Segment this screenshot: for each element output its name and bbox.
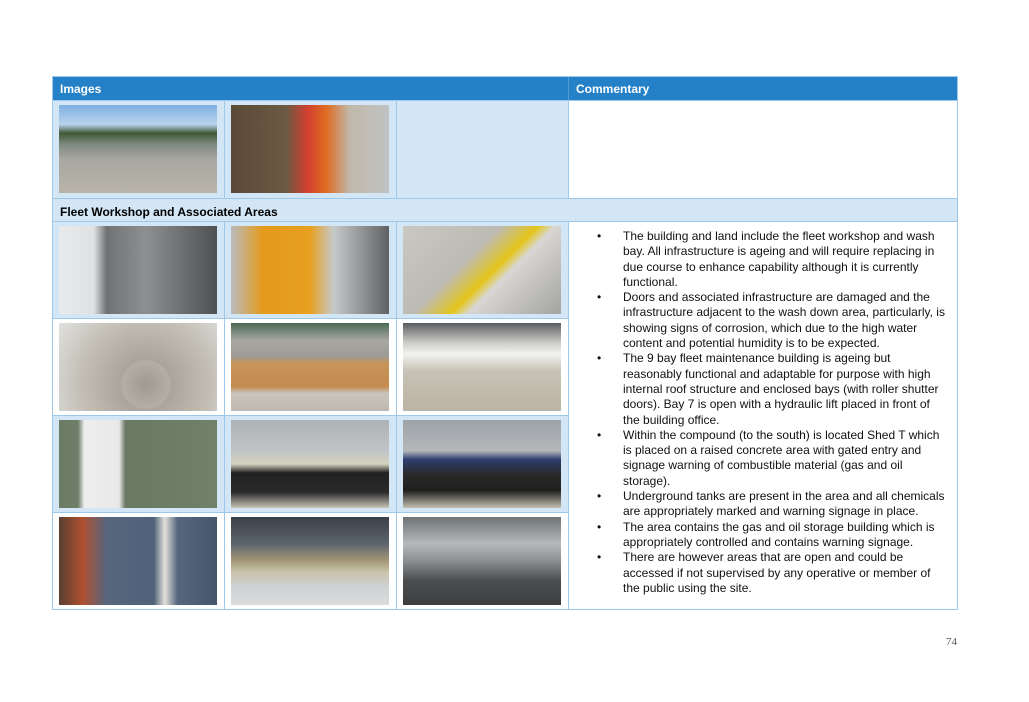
empty-commentary-cell — [569, 100, 957, 198]
photo-fuel-tanks — [231, 226, 389, 314]
section-title: Fleet Workshop and Associated Areas — [53, 198, 957, 221]
top-image-row — [53, 100, 957, 198]
commentary-item: • Within the compound (to the south) is located Shed T which is placed on a raised concrete area with gated entry and signage warning of combustible material (gas and oil storage). — [597, 428, 949, 489]
image-cell — [397, 415, 569, 512]
photo-roadside-signs — [231, 105, 389, 193]
photo-blue-doors — [59, 517, 217, 605]
commentary-cell — [569, 221, 957, 609]
table-header-row — [53, 77, 957, 100]
photo-hazchem-door — [59, 420, 217, 508]
commentary-item: • The 9 bay fleet maintenance building is ageing but reasonably functional and adaptable for purpose with high internal roof structure and enclosed bays (with roller shutter doors). Bay 7 is open with a hydraulic lift placed in front of the building office. — [597, 351, 949, 427]
image-cell — [53, 318, 225, 415]
photo-drums-pallets — [403, 420, 561, 508]
photo-row — [53, 415, 569, 512]
header-commentary: Commentary — [576, 82, 650, 96]
image-cell — [397, 221, 569, 318]
photo-workshop-bay — [403, 517, 561, 605]
commentary-item: • Doors and associated infrastructure are damaged and the infrastructure adjacent to the wash down area, particularly, is showing signs of corrosion, which due to the high water content and potential humidity is to be expected. — [597, 290, 949, 351]
photo-grid — [53, 221, 569, 609]
photo-white-ute — [403, 323, 561, 411]
image-cell — [53, 221, 225, 318]
image-cell — [225, 221, 397, 318]
photo-truck-wash-bay — [59, 226, 217, 314]
photo-gravel-yard — [59, 105, 217, 193]
photo-wash-pit — [231, 517, 389, 605]
image-cell — [225, 415, 397, 512]
photo-brick-wall — [231, 323, 389, 411]
photo-chemical-storage — [231, 420, 389, 508]
image-cell — [225, 100, 397, 198]
photo-yellow-kerb — [403, 226, 561, 314]
page-number: 74 — [946, 636, 957, 648]
images-commentary-table — [52, 76, 958, 610]
image-cell — [225, 512, 397, 609]
commentary-item: • The area contains the gas and oil storage building which is appropriately controlled and contains warning signage. — [597, 520, 949, 551]
photo-row — [53, 318, 569, 415]
photo-tank-cover — [59, 323, 217, 411]
image-cell — [397, 512, 569, 609]
photo-row — [53, 512, 569, 609]
image-cell — [53, 512, 225, 609]
empty-image-cell — [397, 100, 569, 198]
commentary-item: • The building and land include the fleet workshop and wash bay. All infrastructure is ageing and will require replacing in due course to enhance capability although it is currently functional. — [597, 229, 949, 290]
image-cell — [397, 318, 569, 415]
commentary-item: • Underground tanks are present in the area and all chemicals are appropriately marked and warning signage in place. — [597, 489, 949, 520]
header-images: Images — [53, 77, 569, 100]
section-body — [53, 221, 957, 609]
commentary-item: • There are however areas that are open and could be accessed if not supervised by any operative or member of the public using the site. — [597, 550, 949, 596]
photo-row — [53, 221, 569, 318]
image-cell — [53, 415, 225, 512]
image-cell — [53, 100, 225, 198]
commentary-list — [597, 229, 949, 596]
image-cell — [225, 318, 397, 415]
